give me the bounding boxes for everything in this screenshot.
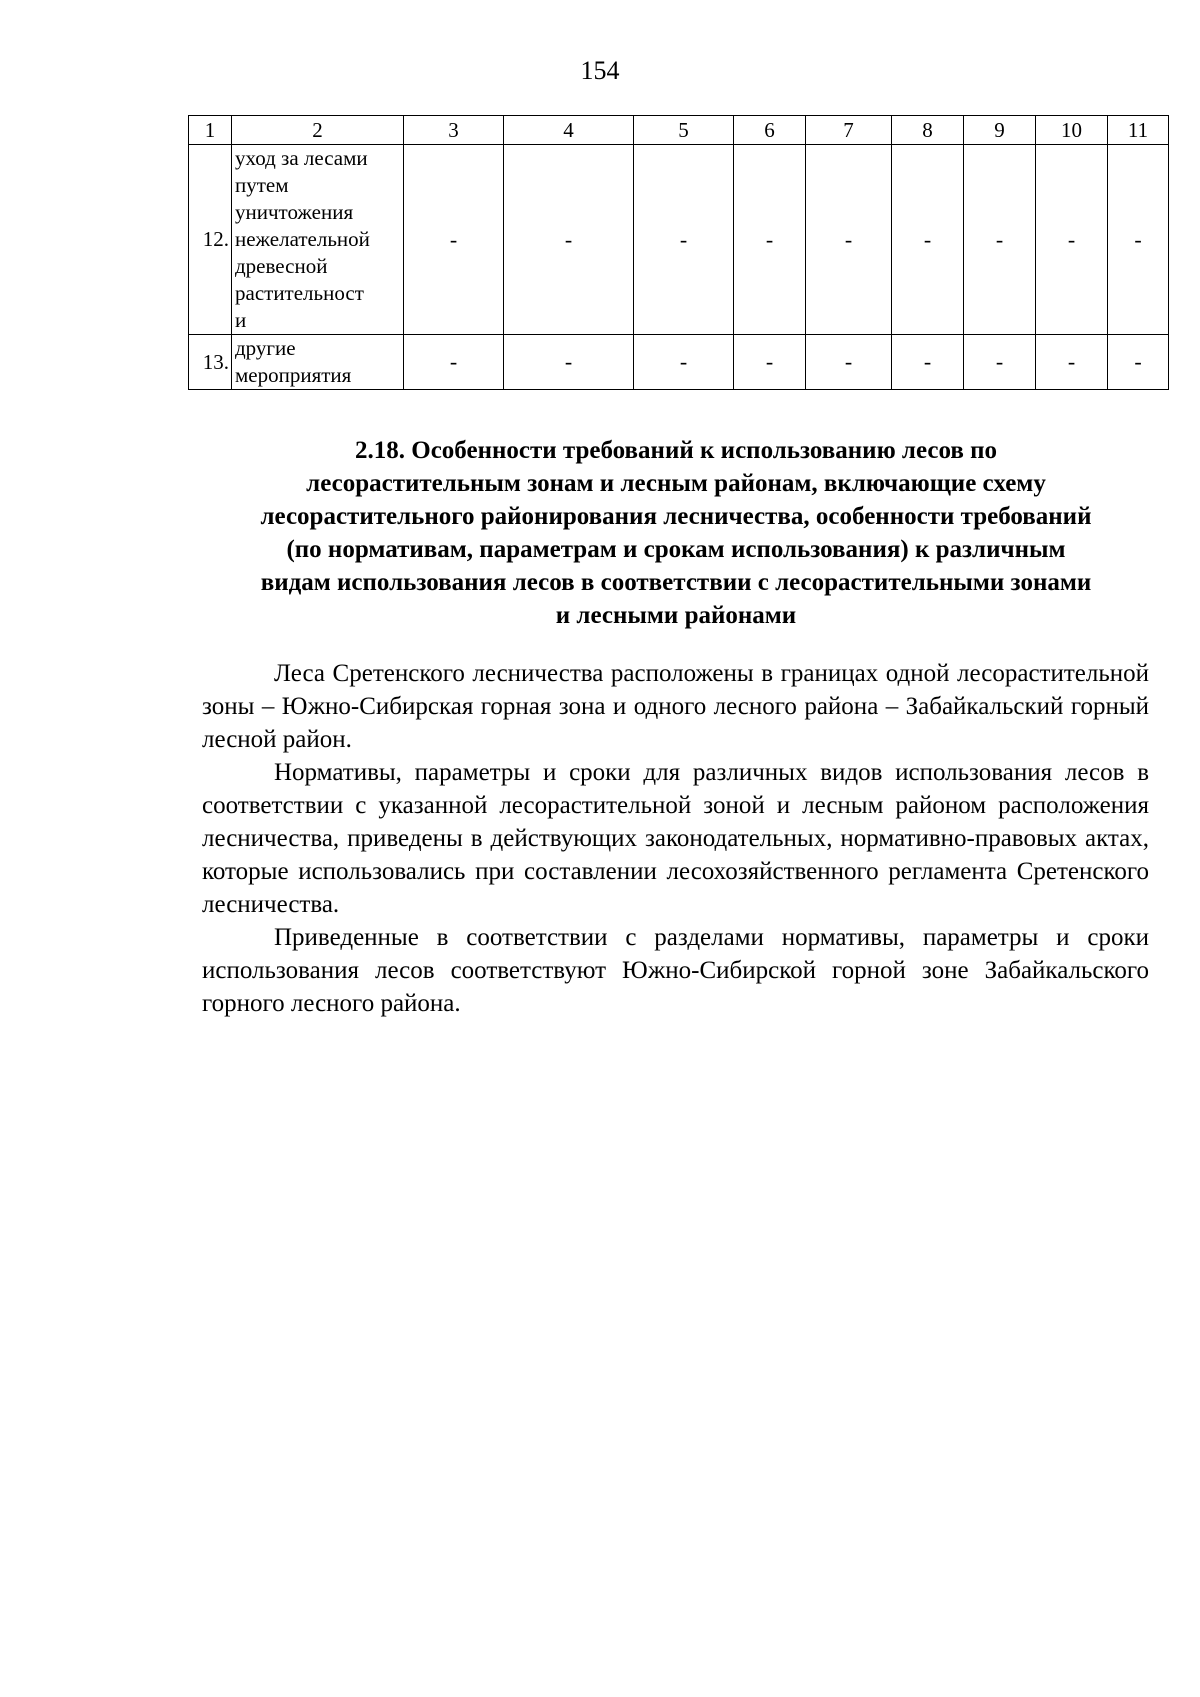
table-row [189,145,1169,335]
section-title [196,434,1156,632]
row-name-line: древесной [235,254,328,278]
column-header: 7 [806,116,892,145]
row-name-line: мероприятия [235,363,352,387]
table-row [189,335,1169,390]
column-header: 9 [964,116,1036,145]
section-title-line: лесорастительного районирования лесничества, особенности требований [260,503,1092,530]
section-title-line: лесорастительным зонам и лесным районам, включающие схему [306,470,1046,497]
paragraph: Леса Сретенского лесничества расположены в границах одной лесорастительной зоны – Южно-Сибирская горная зона и одного лесного района – Забайкальский горный лесной район. [202,660,1149,753]
column-header: 4 [504,116,634,145]
paragraph: Нормативы, параметры и сроки для различных видов использования лесов в соответствии с указанной лесорастительной зоной и лесным районом расположения лесничества, приведены в действующих законодательных, нормативно-правовых актах, которые использовались при составлении лесохозяйственного регламента Сретенского лесничества. [202,759,1149,918]
row-name-line: нежелательной [235,227,370,251]
row-name [232,145,404,335]
table-cell: - [892,145,964,335]
row-number: 13. [189,335,232,390]
table-cell: - [404,335,504,390]
column-header: 11 [1108,116,1169,145]
table-cell: - [734,145,806,335]
row-name-line: путем [235,173,289,197]
column-header: 1 [189,116,232,145]
row-name-line: другие [235,336,296,360]
column-header: 3 [404,116,504,145]
row-number: 12. [189,145,232,335]
section-title-line: видам использования лесов в соответствии с лесорастительными зонами [260,569,1092,596]
table-cell: - [1108,335,1169,390]
table-cell: - [634,145,734,335]
column-header: 2 [232,116,404,145]
table-cell: - [806,335,892,390]
table-cell: - [504,335,634,390]
table-cell: - [1108,145,1169,335]
row-name-line: уничтожения [235,200,354,224]
section-title-line: (по нормативам, параметрам и срокам использования) к различным [286,536,1066,563]
column-header: 8 [892,116,964,145]
table-cell: - [634,335,734,390]
table-cell: - [734,335,806,390]
table-cell: - [404,145,504,335]
row-name-line: и [235,308,247,332]
table-header-row [189,116,1169,145]
table-cell: - [1036,145,1108,335]
page-number: 154 [580,56,620,85]
row-name-line: растительност [235,281,364,305]
column-header: 5 [634,116,734,145]
body-text [202,657,1149,1020]
row-name [232,335,404,390]
measures-table [188,115,1169,390]
table-cell: - [964,335,1036,390]
section-title-line: 2.18. Особенности требований к использованию лесов по [355,437,997,464]
column-header: 6 [734,116,806,145]
table-cell: - [1036,335,1108,390]
table-cell: - [504,145,634,335]
paragraph: Приведенные в соответствии с разделами нормативы, параметры и сроки использования лесов соответствуют Южно-Сибирской горной зоне Забайкальского горного лесного района. [202,924,1149,1017]
table-cell: - [964,145,1036,335]
table-cell: - [892,335,964,390]
table-cell: - [806,145,892,335]
section-title-line: и лесными районами [555,602,797,629]
column-header: 10 [1036,116,1108,145]
row-name-line: уход за лесами [235,146,368,170]
